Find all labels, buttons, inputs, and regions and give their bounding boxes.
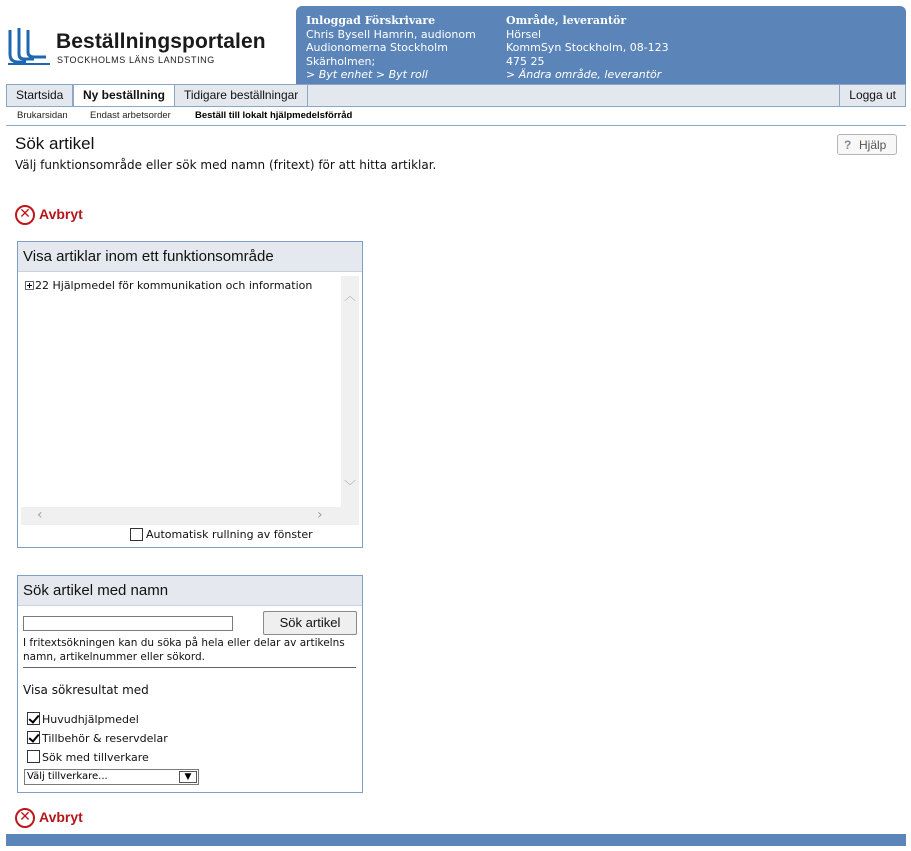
divider [23, 667, 356, 668]
autoscroll-checkbox[interactable] [130, 528, 143, 541]
search-panel-title: Sök artikel med namn [18, 576, 362, 606]
sub-nav [6, 106, 906, 126]
scroll-down-icon[interactable]: ﹀ [344, 479, 357, 493]
tree-item[interactable] [25, 279, 312, 292]
option-label: Huvudhjälpmedel [42, 713, 139, 726]
page-description: Välj funktionsområde eller sök med namn (fritext) för att hitta artiklar. [15, 158, 437, 172]
page-title: Sök artikel [15, 134, 95, 153]
functional-area-title: Visa artiklar inom ett funktionsområde [18, 242, 362, 272]
logo[interactable] [6, 24, 266, 68]
tab-startsida[interactable]: Startsida [7, 85, 73, 106]
chevron-down-icon[interactable]: ▼ [179, 771, 197, 783]
logo-subtitle: STOCKHOLMS LÄNS LANDSTING [57, 55, 215, 65]
supplier-phone-cont: 475 25 [506, 54, 545, 68]
footer-bar [6, 834, 906, 846]
header [0, 0, 911, 84]
subtab-lokalt-forrad[interactable]: Beställ till lokalt hjälpmedelsförråd [195, 110, 353, 121]
search-hint: I fritextsökningen kan du söka på hela eller delar av artikelns namn, artikelnummer eller sökord. [23, 637, 345, 663]
scroll-left-icon[interactable]: ‹ [37, 507, 43, 523]
logo-mark-icon [6, 26, 52, 66]
cancel-label: Avbryt [39, 206, 83, 222]
help-label: Hjälp [859, 138, 887, 152]
search-panel [17, 575, 363, 793]
change-unit-role-link[interactable]: > Byt enhet > Byt roll [306, 68, 428, 81]
manufacturer-select[interactable] [24, 769, 199, 785]
tree-item-label: 22 Hjälpmedel för kommunikation och information [35, 279, 313, 292]
prescriber-place: Skärholmen; [306, 54, 376, 68]
prescriber-name: Chris Bysell Hamrin, audionom [306, 27, 476, 41]
expand-icon[interactable] [25, 281, 34, 290]
search-button[interactable]: Sök artikel [263, 611, 357, 635]
cancel-icon: ✕ [15, 205, 35, 225]
logout-button[interactable]: Logga ut [839, 85, 905, 106]
option-manufacturer[interactable] [27, 751, 149, 765]
tree-vertical-scrollbar[interactable] [341, 276, 359, 507]
area-info [506, 14, 669, 82]
main-aids-checkbox[interactable] [27, 712, 40, 725]
prescriber-heading: Inloggad Förskrivare [306, 14, 436, 27]
autoscroll-option[interactable] [130, 528, 313, 542]
area-heading: Område, leverantör [506, 14, 627, 27]
option-label: Tillbehör & reservdelar [42, 732, 168, 745]
tab-tidigare-bestallningar[interactable]: Tidigare beställningar [175, 85, 308, 106]
tab-ny-bestallning[interactable]: Ny beställning [73, 85, 175, 107]
change-area-link[interactable]: > Ändra område, leverantör [506, 68, 662, 81]
supplier-name: KommSyn Stockholm, 08-123 [506, 41, 669, 54]
help-button[interactable] [837, 134, 897, 155]
option-accessories[interactable] [27, 732, 168, 746]
cancel-label: Avbryt [39, 809, 83, 825]
accessories-checkbox[interactable] [27, 731, 40, 744]
functional-area-panel [17, 241, 363, 548]
option-label: Sök med tillverkare [42, 751, 149, 764]
subtab-brukarsidan[interactable]: Brukarsidan [17, 110, 68, 121]
scroll-up-icon[interactable]: ︿ [344, 289, 357, 303]
functional-area-tree[interactable] [21, 276, 359, 525]
prescriber-info [306, 14, 476, 82]
subtab-endast-arbetsorder[interactable]: Endast arbetsorder [90, 110, 171, 121]
logo-title: Beställningsportalen [56, 30, 266, 53]
scroll-right-icon[interactable]: › [317, 507, 323, 523]
area-name: Hörsel [506, 27, 542, 41]
help-icon: ? [844, 138, 852, 152]
manufacturer-checkbox[interactable] [27, 750, 40, 763]
user-info-box [296, 6, 906, 84]
autoscroll-label: Automatisk rullning av fönster [146, 528, 313, 541]
results-heading: Visa sökresultat med [23, 683, 149, 697]
cancel-icon: ✕ [15, 808, 35, 828]
option-main-aids[interactable] [27, 713, 139, 727]
search-input[interactable] [23, 616, 233, 631]
manufacturer-select-value: Välj tillverkare... [27, 771, 108, 782]
prescriber-unit: Audionomerna Stockholm [306, 41, 448, 54]
tree-horizontal-scrollbar[interactable] [21, 507, 341, 525]
scrollbar-corner [341, 507, 359, 525]
main-nav [6, 84, 906, 106]
